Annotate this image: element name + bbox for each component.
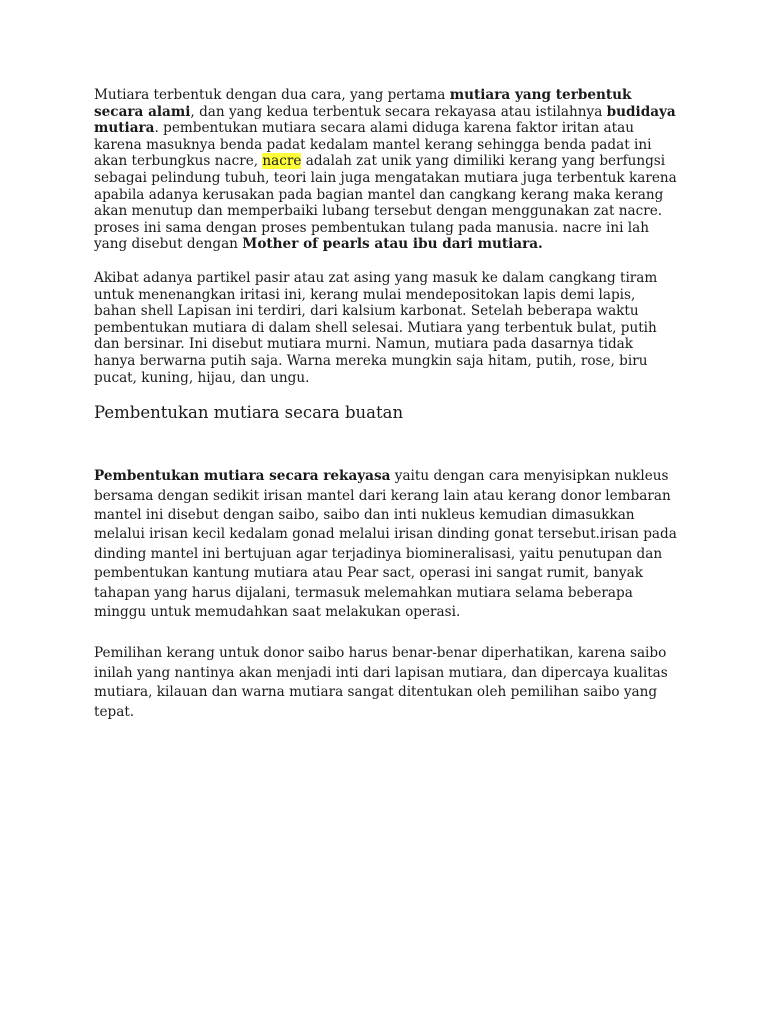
paragraph-pemilihan-kerang: Pemilihan kerang untuk donor saibo harus benar-benar diperhatikan, karena saibo inilah yang nantinya akan menjadi inti dari lapisan mutiara, dan dipercaya kualitas mutiara, kilauan dan warna mutiara sangat ditentukan oleh pemilihan saibo yang tepat. [94,645,668,720]
text-run: adalah zat unik yang dimiliki kerang yang berfungsi sebagai pelindung tubuh, teori lain juga mengatakan mutiara juga terbentuk karena apabila adanya kerusakan pada bagian mantel dan cangkang kerang maka kerang akan menutup dan memperbaiki lubang tersebut dengan menggunakan zat nacre. proses ini sama dengan proses pembentukan tulang pada manusia. nacre ini lah yang disebut dengan [94,153,677,253]
bold-term-mother-of-pearls: Mother of pearls atau ibu dari mutiara. [242,236,543,253]
highlighted-word-nacre: nacre [262,153,302,170]
section-heading: Pembentukan mutiara secara buatan [94,403,404,423]
bold-term-rekayasa: Pembentukan mutiara secara rekayasa [94,468,391,485]
text-run: yaitu dengan cara menyisipkan nukleus bersama dengan sedikit irisan mantel dari kerang lain atau kerang donor lembaran mantel ini disebut dengan saibo, saibo dan inti nukleus kemudian dimasukkan melalui irisan kecil kedalam gonad melalui irisan dinding gonat tersebut.irisan pada dinding mantel ini bertujuan agar terjadinya biomineralisasi, yaitu penutupan dan pembentukan kantung mutiara atau Pear sact, operasi ini sangat rumit, banyak tahapan yang harus dijalani, termasuk melemahkan mutiara selama beberapa minggu untuk memudahkan saat melakukan operasi. [94,468,677,620]
text-run: , dan yang kedua terbentuk secara rekayasa atau istilahnya [190,103,607,120]
document-body [94,87,678,722]
paragraph-partikel-pasir: Akibat adanya partikel pasir atau zat asing yang masuk ke dalam cangkang tiram untuk menenangkan iritasi ini, kerang mulai mendepositokan lapis demi lapis, bahan shell Lapisan ini terdiri, dari kalsium karbonat. Setelah beberapa waktu pembentukan mutiara di dalam shell selesai. Mutiara yang terbentuk bulat, putih dan bersinar. Ini disebut mutiara murni. Namun, mutiara pada dasarnya tidak hanya berwarna putih saja. Warna mereka mungkin saja hitam, putih, rose, biru pucat, kuning, hijau, dan ungu. [94,269,658,386]
paragraph-pembentukan-alami [94,87,678,253]
bold-term-alami: mutiara yang terbentuk secara alami [94,87,632,120]
bold-term-budidaya: budidaya mutiara [94,103,676,137]
text-run: . pembentukan mutiara secara alami diduga karena faktor iritan atau karena masuknya benda padat kedalam mantel kerang sehingga benda padat ini akan terbungkus nacre, [94,120,652,170]
paragraph-pembentukan-rekayasa [94,467,678,622]
text-run: Mutiara terbentuk dengan dua cara, yang pertama [94,87,450,103]
